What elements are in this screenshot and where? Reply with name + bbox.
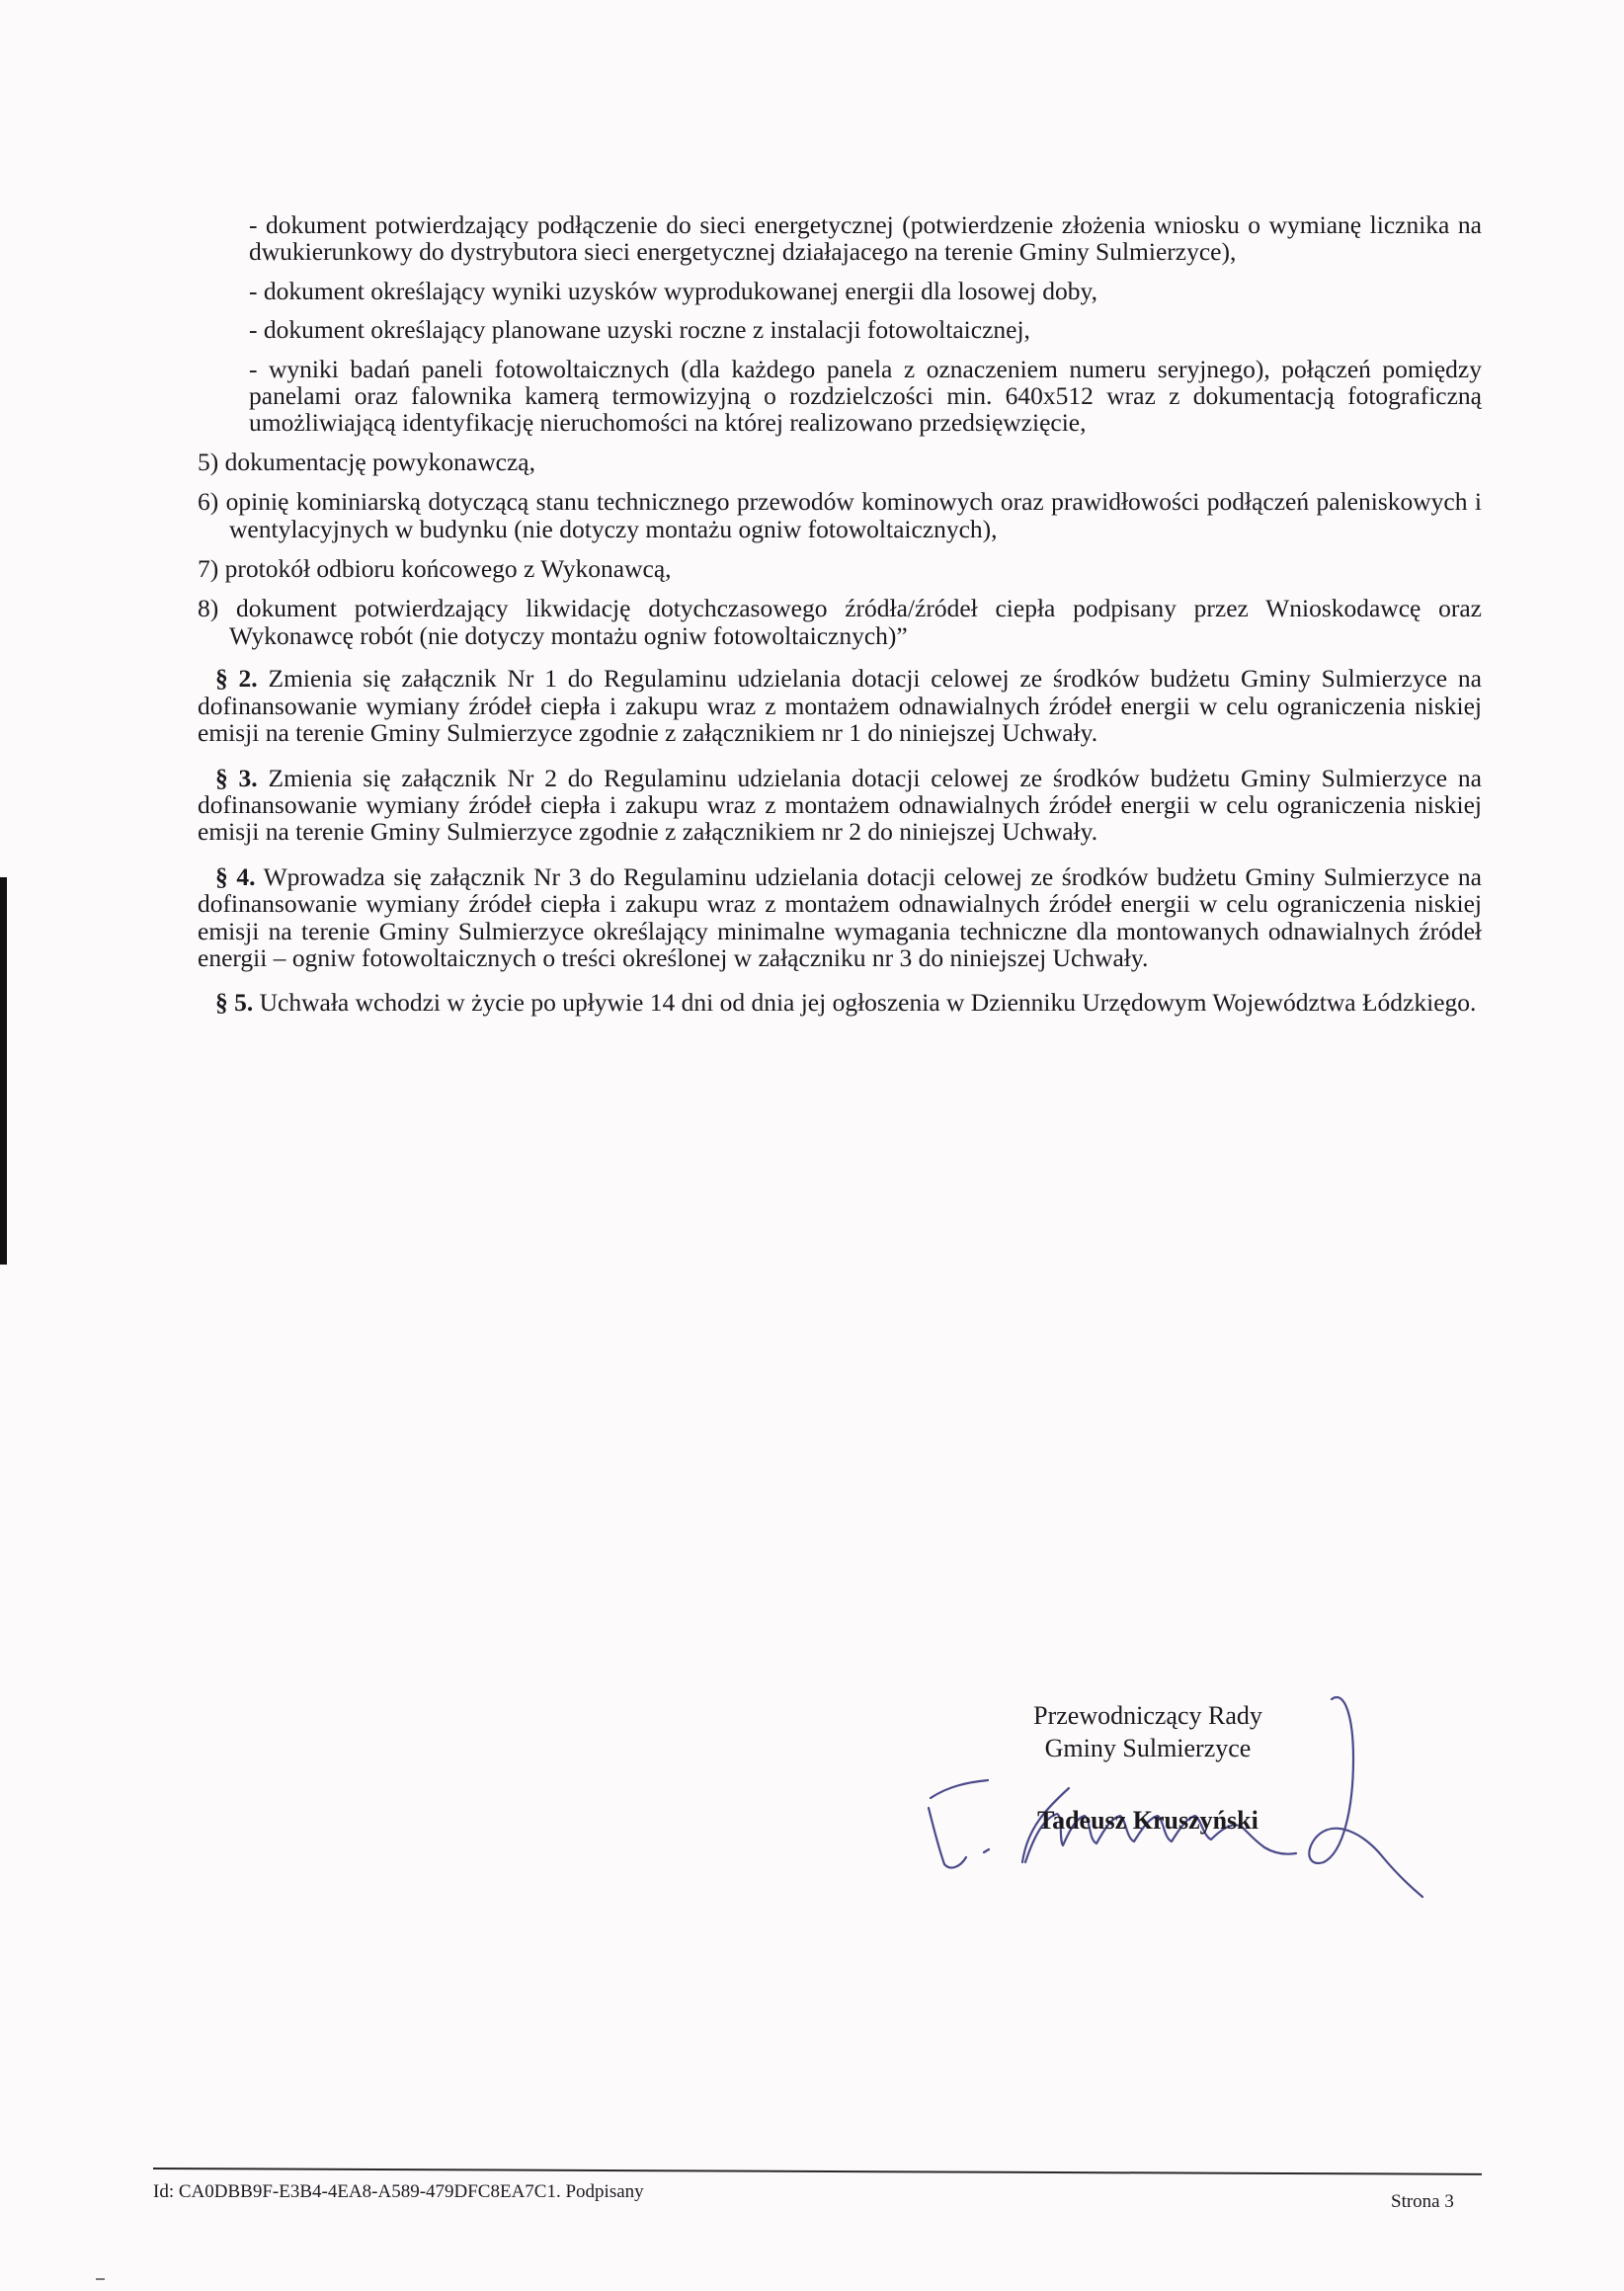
signature-block <box>1000 1699 1296 1837</box>
dash-list-item: - wyniki badań paneli fotowoltaicznych (dla każdego panela z oznaczeniem numeru seryjnego), połączeń pomiędzy panelami oraz falownika kamerą termowizyjną o rozdzielczości min. 640x512 wraz z dokumentacją fotograficzną umożliwiającą identyfikację nieruchomości na której realizowano przedsięwzięcie, <box>249 354 1482 438</box>
signature-stroke <box>931 1780 988 1798</box>
paragraph-mark: § 5. <box>215 988 254 1018</box>
signatory-council: Gminy Sulmierzyce <box>1044 1734 1252 1762</box>
signatory-name: Tadeusz Kruszyński <box>1037 1806 1259 1835</box>
document-id: Id: CA0DBB9F-E3B4-4EA8-A589-479DFC8EA7C1. Podpisany <box>153 2181 644 2202</box>
paragraph-text: Uchwała wchodzi w życie po upływie 14 dni od dnia jej ogłoszenia w Dzienniku Urzędowym Województwa Łódzkiego. <box>253 988 1477 1018</box>
footer-divider <box>153 2168 1482 2175</box>
numbered-list-item: 6) opinię kominiarską dotyczącą stanu technicznego przewodów kominowych oraz prawidłowości podłączeń paleniskowych i wentylacyjnych w budynku (nie dotyczy montażu ogniw fotowoltaicznych), <box>198 487 1482 543</box>
paragraph-2 <box>198 665 1482 746</box>
scan-edge-shadow <box>0 877 7 1265</box>
paragraph-text: Wprowadza się załącznik Nr 3 do Regulaminu udzielania dotacji celowej ze środków budżetu Gminy Sulmierzyce na dofinansowanie wymiany źródeł ciepła i zakupu wraz z montażem odnawialnych źródeł energii w celu ograniczenia niskiej emisji na terenie Gminy Sulmierzyce określający minimalne wymagania techniczne dla montowanych odnawialnych źródeł energii – ogniw fotowoltaicznych o treści określonej w załączniku nr 3 do niniejszej Uchwały. <box>198 861 1483 972</box>
scan-mark <box>96 2278 105 2280</box>
dash-list-item: - dokument potwierdzający podłączenie do sieci energetycznej (potwierdzenie złożenia wniosku o wymianę licznika na dwukierunkowy do dystrybutora sieci energetycznej działajacego na terenie Gminy Sulmierzyce), <box>249 210 1482 267</box>
document-body <box>198 211 1482 1029</box>
paragraph-5 <box>198 989 1482 1016</box>
paragraph-mark: § 4. <box>215 861 256 891</box>
paragraph-mark: § 3. <box>215 763 258 792</box>
signature-stroke <box>929 1808 966 1868</box>
numbered-list-item: 7) protokół odbioru końcowego z Wykonawcą, <box>198 554 672 584</box>
dash-list-item: - dokument określający wyniki uzysków wyprodukowanej energii dla losowej doby, <box>249 276 1098 305</box>
signature-stroke <box>1309 1697 1422 1897</box>
paragraph-3 <box>198 765 1482 846</box>
paragraph-text: Zmienia się załącznik Nr 2 do Regulaminu udzielania dotacji celowej ze środków budżetu Gminy Sulmierzyce na dofinansowanie wymiany źródeł ciepła i zakupu wraz z montażem odnawialnych źródeł energii w celu ograniczenia niskiej emisji na terenie Gminy Sulmierzyce zgodnie z załącznikiem nr 2 do niniejszej Uchwały. <box>198 763 1482 847</box>
numbered-list-item: 5) dokumentację powykonawczą, <box>198 447 535 476</box>
signature-stroke <box>984 1849 989 1852</box>
dash-list-item: - dokument określający planowane uzyski roczne z instalacji fotowoltaicznej, <box>249 315 1030 345</box>
paragraph-4 <box>198 863 1482 972</box>
numbered-list-item: 8) dokument potwierdzający likwidację dotychczasowego źródła/źródeł ciepła podpisany przez Wnioskodawcę oraz Wykonawcę robót (nie dotyczy montażu ogniw fotowoltaicznych)” <box>198 594 1482 650</box>
paragraph-text: Zmienia się załącznik Nr 1 do Regulaminu udzielania dotacji celowej ze środków budżetu Gminy Sulmierzyce na dofinansowanie wymiany źródeł ciepła i zakupu wraz z montażem odnawialnych źródeł energii w celu ograniczenia niskiej emisji na terenie Gminy Sulmierzyce zgodnie z załącznikiem nr 1 do niniejszej Uchwały. <box>198 664 1482 748</box>
paragraph-mark: § 2. <box>215 664 258 694</box>
signatory-title: Przewodniczący Rady <box>1033 1701 1262 1730</box>
page-number: Strona 3 <box>1391 2191 1454 2212</box>
